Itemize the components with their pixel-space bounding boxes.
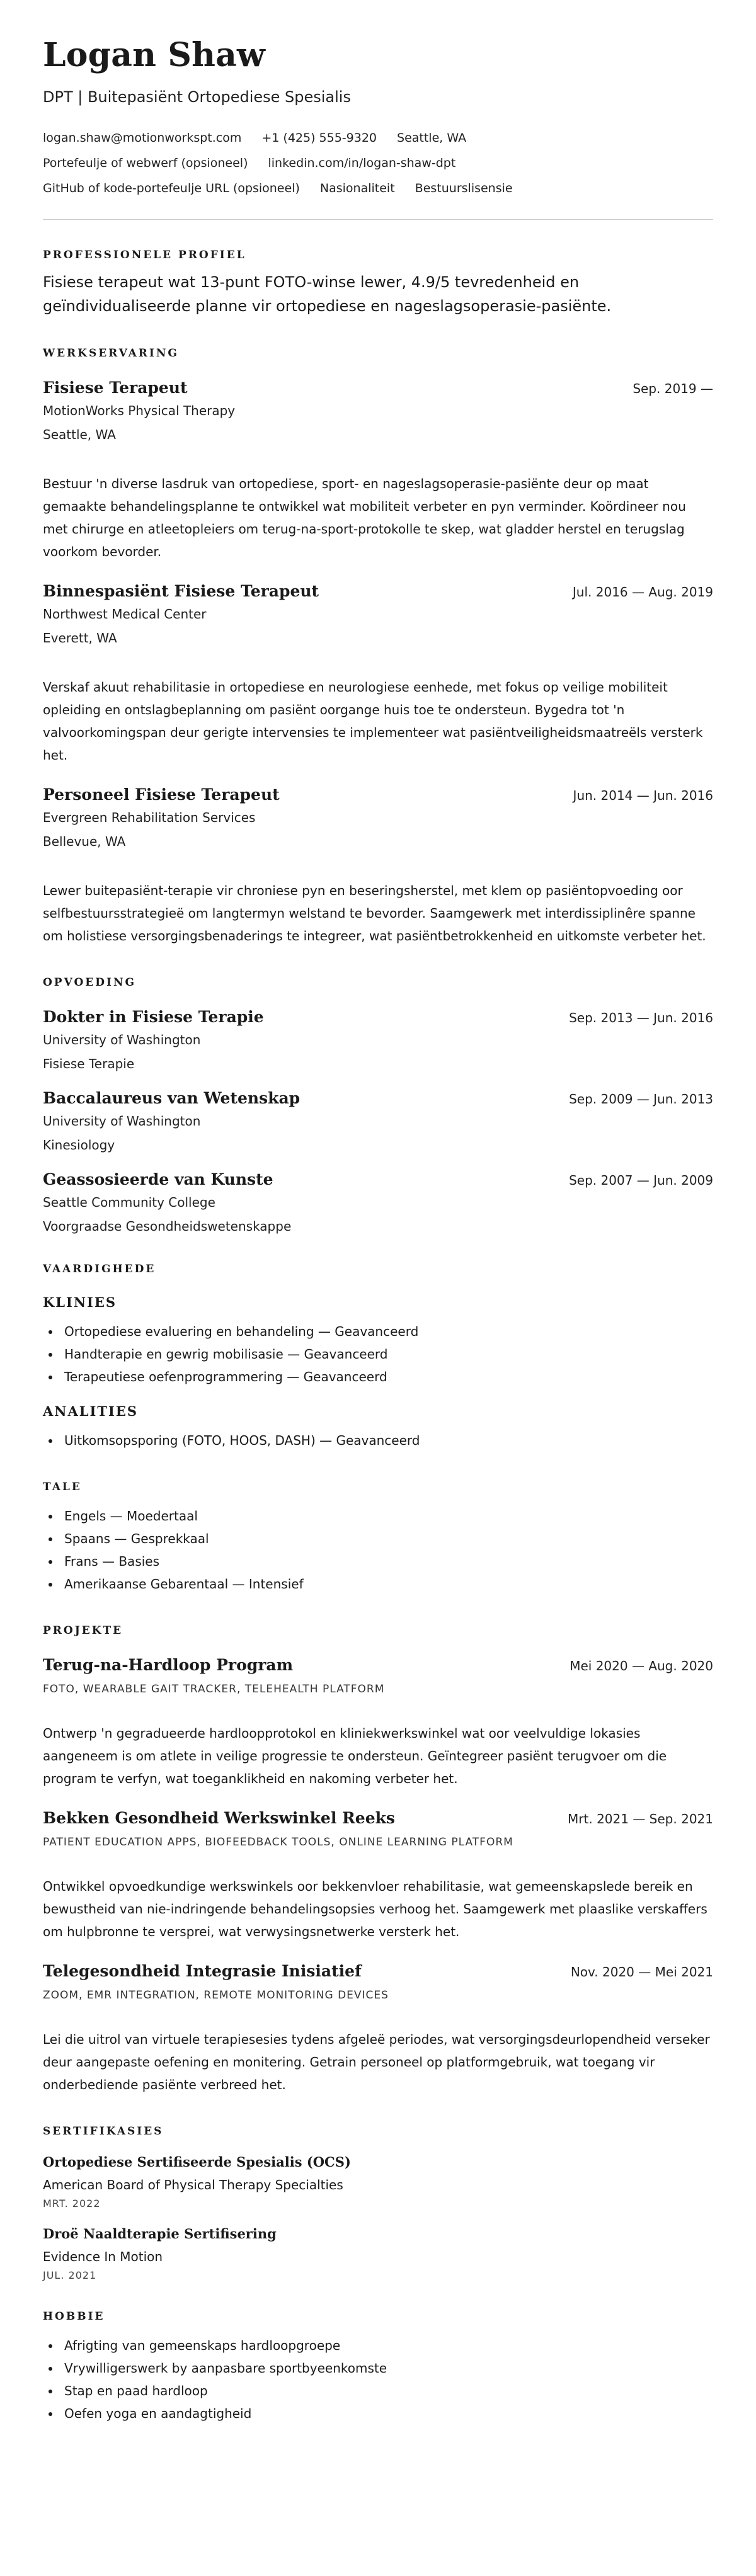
degree-dates: Sep. 2007 — Jun. 2009 xyxy=(569,1173,713,1188)
contact-row-3 xyxy=(43,181,713,195)
experience-item xyxy=(43,582,713,767)
degree-title: Geassosieerde van Kunste xyxy=(43,1170,273,1188)
cert-title: Droë Naaldterapie Sertifisering xyxy=(43,2226,277,2242)
portfolio-link[interactable]: Portefeulje of webwerf (opsioneel) xyxy=(43,156,248,170)
job-dates: Jun. 2014 — Jun. 2016 xyxy=(573,788,713,803)
github-link[interactable]: GitHub of kode-portefeulje URL (opsioneel) xyxy=(43,181,300,195)
project-tech: ZOOM, EMR INTEGRATION, REMOTE MONITORING DEVICES xyxy=(43,1989,389,2002)
cert-title: Ortopediese Sertifiseerde Spesialis (OCS) xyxy=(43,2154,351,2170)
candidate-title: DPT | Buitepasiënt Ortopediese Spesialis xyxy=(43,88,351,106)
job-location: Seattle, WA xyxy=(43,427,116,442)
project-dates: Nov. 2020 — Mei 2021 xyxy=(570,1964,713,1980)
skill-group-title: KLINIES xyxy=(43,1294,117,1310)
degree-title: Dokter in Fisiese Terapie xyxy=(43,1008,264,1026)
project-tech: FOTO, WEARABLE GAIT TRACKER, TELEHEALTH PLATFORM xyxy=(43,1683,385,1695)
linkedin-link[interactable]: linkedin.com/in/logan-shaw-dpt xyxy=(268,156,456,170)
job-title: Fisiese Terapeut xyxy=(43,379,188,397)
job-description: Lewer buitepasiënt-terapie vir chroniese pyn en beseringsherstel, met klem op pasiëntopvoeding oor selfbestuursstrategieë om langtermyn welstand te bevorder. Saamgewerk met interdissiplinêre spanne om holistiese versorgingsbenaderings te integreer, wat pasiëntbetrokkenheid en uitkomste verbeter het. xyxy=(43,883,706,943)
languages-heading: TALE xyxy=(43,1481,82,1493)
project-item xyxy=(43,1656,713,1790)
education-item xyxy=(43,1008,713,1071)
skill-item: • Handterapie en gewrig mobilisasie — Geavanceerd xyxy=(60,1343,713,1365)
cert-date: MRT. 2022 xyxy=(43,2197,101,2209)
cert-issuer: Evidence In Motion xyxy=(43,2249,163,2264)
education-heading: OPVOEDING xyxy=(43,976,137,989)
projects-heading: PROJEKTE xyxy=(43,1624,123,1637)
language-item: • Engels — Moedertaal xyxy=(60,1505,713,1527)
degree-field: Voorgraadse Gesondheidswetenskappe xyxy=(43,1219,292,1234)
certification-item xyxy=(43,2154,713,2209)
job-title: Personeel Fisiese Terapeut xyxy=(43,785,280,804)
certification-item xyxy=(43,2226,713,2281)
skill-item: • Terapeutiese oefenprogrammering — Geavanceerd xyxy=(60,1365,713,1388)
degree-dates: Sep. 2009 — Jun. 2013 xyxy=(569,1091,713,1107)
language-list xyxy=(43,1505,713,1595)
skill-item: • Uitkomsopsporing (FOTO, HOOS, DASH) — Geavanceerd xyxy=(60,1429,713,1452)
project-tech: PATIENT EDUCATION APPS, BIOFEEDBACK TOOLS, ONLINE LEARNING PLATFORM xyxy=(43,1836,513,1849)
project-dates: Mrt. 2021 — Sep. 2021 xyxy=(568,1811,713,1827)
hobby-item: • Vrywilligerswerk by aanpasbare sportbyeenkomste xyxy=(60,2357,713,2379)
skill-list xyxy=(43,1320,713,1388)
nationality-text: Nasionaliteit xyxy=(319,181,395,195)
hobbies-heading: HOBBIE xyxy=(43,2310,105,2323)
experience-item xyxy=(43,785,713,947)
project-item xyxy=(43,1962,713,2096)
contact-row-1 xyxy=(43,131,713,145)
cert-date: JUL. 2021 xyxy=(43,2269,97,2281)
job-description: Bestuur 'n diverse lasdruk van ortopediese, sport- en nageslagsoperasie-pasiënte deur op maat gemaakte behandelingsplanne te ontwikkel wat mobiliteit verbeter en pyn verminder. Koördineer nou met chirurge en atleetopleiers om terug-na-sport-protokolle te skep, wat gladder herstel en terugslag voorkom bevorder. xyxy=(43,476,686,559)
experience-heading: WERKSERVARING xyxy=(43,347,179,360)
language-item: • Amerikaanse Gebarentaal — Intensief xyxy=(60,1573,713,1595)
job-description: Verskaf akuut rehabilitasie in ortopediese en neurologiese eenhede, met fokus op veilige mobiliteit opleiding en ontslagbeplanning om pasiënt oorgange huis toe te ondersteun. Bygedra tot 'n valvoorkomingspan deur gerigte intervensies te implementeer wat pasiëntveiligheidsmaatreëls versterk het. xyxy=(43,680,703,763)
project-title: Bekken Gesondheid Werkswinkel Reeks xyxy=(43,1809,396,1827)
hobby-item: • Afrigting van gemeenskaps hardloopgroepe xyxy=(60,2334,713,2357)
skill-group-title: ANALITIES xyxy=(43,1403,138,1419)
skill-list xyxy=(43,1429,713,1452)
school-name: University of Washington xyxy=(43,1114,201,1129)
job-company: MotionWorks Physical Therapy xyxy=(43,403,236,418)
project-item xyxy=(43,1809,713,1943)
hobby-item: • Oefen yoga en aandagtigheid xyxy=(60,2402,713,2425)
school-name: University of Washington xyxy=(43,1032,201,1047)
skills-heading: VAARDIGHEDE xyxy=(43,1263,156,1275)
job-dates: Jul. 2016 — Aug. 2019 xyxy=(572,584,713,600)
job-dates: Sep. 2019 — xyxy=(633,381,713,396)
job-location: Bellevue, WA xyxy=(43,834,126,849)
job-company: Evergreen Rehabilitation Services xyxy=(43,810,256,825)
header-divider xyxy=(43,219,713,220)
education-item xyxy=(43,1170,713,1234)
degree-field: Kinesiology xyxy=(43,1137,115,1153)
hobby-item: • Stap en paad hardloop xyxy=(60,2379,713,2402)
location-text: Seattle, WA xyxy=(397,131,467,145)
cert-issuer: American Board of Physical Therapy Specialties xyxy=(43,2177,343,2192)
education-item xyxy=(43,1089,713,1153)
project-dates: Mei 2020 — Aug. 2020 xyxy=(570,1658,713,1673)
project-title: Terug-na-Hardloop Program xyxy=(43,1656,294,1674)
job-company: Northwest Medical Center xyxy=(43,607,207,622)
job-title: Binnespasiënt Fisiese Terapeut xyxy=(43,582,319,600)
experience-item xyxy=(43,379,713,563)
project-description: Ontwerp 'n gegradueerde hardloopprotokol en kliniekwerkswinkel wat oor veelvuldige lokasies aangeneem is om atlete in veilige progressie te ondersteun. Geïntegreer pasiënt terugvoer om die program te verfyn, wat toeganklikheid en nakoming verbeter het. xyxy=(43,1726,667,1786)
candidate-name: Logan Shaw xyxy=(43,36,266,74)
phone-number[interactable]: +1 (425) 555-9320 xyxy=(261,131,377,145)
project-description: Ontwikkel opvoedkundige werkswinkels oor bekkenvloer rehabilitasie, wat gemeenskapslede bereik en bewustheid van nie-indringende behandelingsopsies verhoog het. Saamgewerk met plaaslike verskaffers om hulpbronne te versprei, wat verwysingsnetwerke versterk het. xyxy=(43,1879,707,1939)
school-name: Seattle Community College xyxy=(43,1195,215,1210)
job-location: Everett, WA xyxy=(43,630,117,646)
profile-heading: PROFESSIONELE PROFIEL xyxy=(43,249,246,261)
hobby-list xyxy=(43,2334,713,2425)
email-link[interactable]: logan.shaw@motionworkspt.com xyxy=(43,131,242,145)
project-title: Telegesondheid Integrasie Inisiatief xyxy=(43,1962,362,1980)
language-item: • Frans — Basies xyxy=(60,1550,713,1573)
project-description: Lei die uitrol van virtuele terapiesesies tydens afgeleë periodes, wat versorgingsdeurlopendheid verseker deur aangepaste oefening en monitering. Getrain personeel op platformgebruik, wat toegang vir onderbediende pasiënte verbreed het. xyxy=(43,2032,710,2092)
skill-item: • Ortopediese evaluering en behandeling — Geavanceerd xyxy=(60,1320,713,1343)
profile-text: Fisiese terapeut wat 13-punt FOTO-winse lewer, 4.9/5 tevredenheid en geïndividualiseerde planne vir ortopediese en nageslagsoperasie-pasiënte. xyxy=(43,273,612,315)
certifications-heading: SERTIFIKASIES xyxy=(43,2125,164,2138)
language-item: • Spaans — Gesprekkaal xyxy=(60,1527,713,1550)
degree-title: Baccalaureus van Wetenskap xyxy=(43,1089,301,1107)
degree-dates: Sep. 2013 — Jun. 2016 xyxy=(569,1010,713,1025)
license-text: Bestuurslisensie xyxy=(415,181,513,195)
degree-field: Fisiese Terapie xyxy=(43,1056,135,1071)
contact-row-2 xyxy=(43,156,713,170)
